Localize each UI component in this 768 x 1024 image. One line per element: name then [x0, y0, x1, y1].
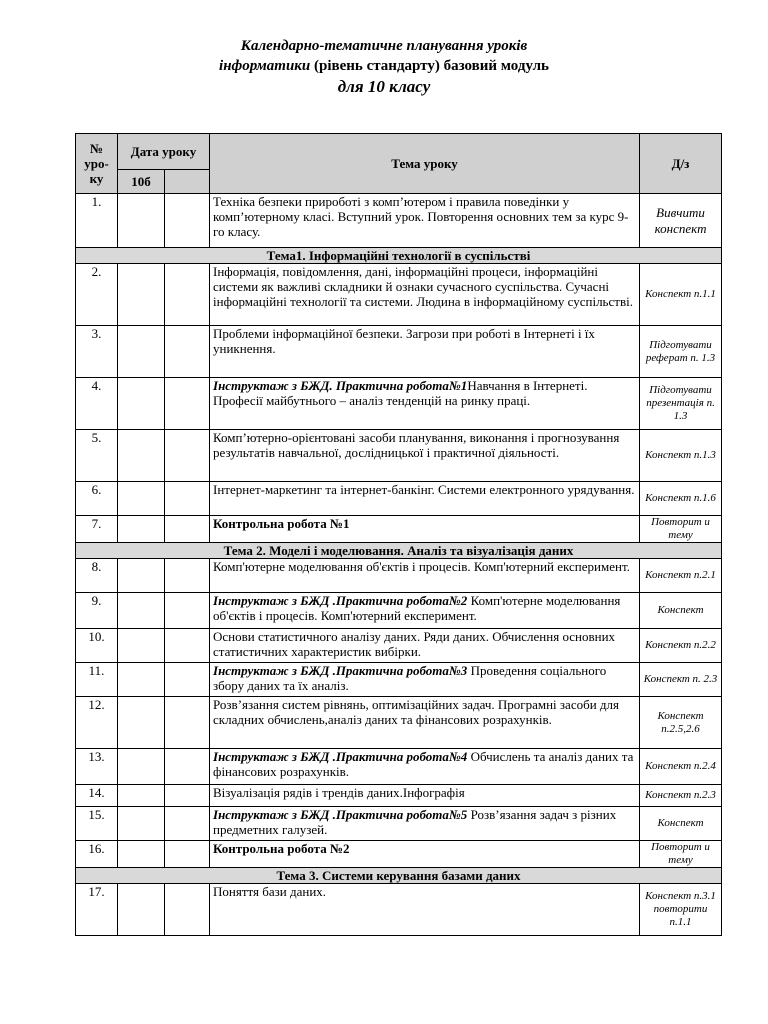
practical-work-label: Інструктаж з БЖД .Практична робота№3 — [213, 663, 468, 678]
table-row — [76, 697, 722, 749]
practical-work-label: Інструктаж з БЖД .Практична робота№2 — [213, 593, 468, 608]
lesson-number: 4. — [76, 378, 118, 430]
date-cell — [165, 749, 210, 785]
topic-text: Проведення соціального збору даних та їх аналіз. — [213, 663, 607, 693]
date-cell — [165, 378, 210, 430]
date-cell — [118, 749, 165, 785]
topic-text: Поняття бази даних. — [213, 884, 327, 899]
document-title — [0, 36, 768, 98]
title-line-3: для 10 класу — [337, 77, 431, 96]
lesson-topic — [210, 378, 640, 430]
table-row — [76, 629, 722, 663]
header-date-empty — [165, 170, 210, 194]
homework: Конспект — [640, 807, 722, 841]
homework: Конспект п.2.2 — [640, 629, 722, 663]
topic-text: Проблеми інформаційної безпеки. Загрози при роботі в Інтернеті і їх уникнення. — [213, 326, 595, 356]
practical-work-label: Інструктаж з БЖД .Практична робота№5 — [213, 807, 468, 822]
lesson-topic — [210, 482, 640, 516]
date-cell — [165, 559, 210, 593]
lesson-topic — [210, 884, 640, 936]
topic-text: Інтернет-маркетинг та інтернет-банкінг. Системи електронного урядування. — [213, 482, 635, 497]
date-cell — [165, 264, 210, 326]
lesson-number: 7. — [76, 516, 118, 543]
lesson-number: 6. — [76, 482, 118, 516]
lesson-topic — [210, 593, 640, 629]
section-title: Тема 2. Моделі і моделювання. Аналіз та візуалізація даних — [76, 543, 722, 559]
lesson-plan-table — [75, 133, 722, 936]
homework: Повторит и тему — [640, 841, 722, 868]
date-cell — [118, 264, 165, 326]
lesson-number: 1. — [76, 194, 118, 248]
date-cell — [118, 430, 165, 482]
practical-work-label: Інструктаж з БЖД. Практична робота№1 — [213, 378, 468, 393]
topic-text: Навчання в Інтернеті. Професії майбутнього – аналіз тенденцій на ринку праці. — [213, 378, 588, 408]
lesson-number: 14. — [76, 785, 118, 807]
header-date: Дата уроку — [118, 134, 210, 170]
lesson-number: 13. — [76, 749, 118, 785]
date-cell — [118, 593, 165, 629]
date-cell — [118, 663, 165, 697]
date-cell — [165, 430, 210, 482]
test-label: Контрольна робота №2 — [213, 841, 350, 856]
homework: Конспект п.1.3 — [640, 430, 722, 482]
date-cell — [118, 378, 165, 430]
date-cell — [165, 697, 210, 749]
date-cell — [118, 326, 165, 378]
homework: Конспект п.2.1 — [640, 559, 722, 593]
table-row — [76, 194, 722, 248]
lesson-number: 16. — [76, 841, 118, 868]
practical-work-label: Інструктаж з БЖД .Практична робота№4 — [213, 749, 468, 764]
header-date-class: 10б — [118, 170, 165, 194]
lesson-number: 2. — [76, 264, 118, 326]
lesson-number: 12. — [76, 697, 118, 749]
topic-text: Комп’ютерно-орієнтовані засоби планування, виконання і прогнозування результатів навчальної, дослідницької і практичної діяльності. — [213, 430, 620, 460]
homework: Підготувати презентація п. 1.3 — [640, 378, 722, 430]
table-row — [76, 559, 722, 593]
lesson-topic — [210, 264, 640, 326]
lesson-topic — [210, 663, 640, 697]
homework: Підготувати реферат п. 1.3 — [640, 326, 722, 378]
header-num: № уро-ку — [76, 134, 118, 194]
date-cell — [118, 884, 165, 936]
date-cell — [118, 559, 165, 593]
lesson-topic — [210, 749, 640, 785]
topic-text: Інформація, повідомлення, дані, інформаційні процеси, інформаційні системи як важливі складники й ознаки сучасного суспільства. Сучасні інформаційні технології та системи. Людина в інформаційному суспільстві. — [213, 264, 633, 309]
topic-text: Основи статистичного аналізу даних. Ряди даних. Обчислення основних статистичних характеристик вибірки. — [213, 629, 616, 659]
lesson-topic — [210, 841, 640, 868]
date-cell — [118, 697, 165, 749]
section-title: Тема 3. Системи керування базами даних — [76, 868, 722, 884]
lesson-topic — [210, 326, 640, 378]
topic-text: Техніка безпеки приробoті з комп’ютером і правила поведінки у комп’ютерному класі. Вступний урок. Повторення основних тем за курс 9-го класу. — [213, 194, 629, 239]
table-row — [76, 884, 722, 936]
table-row — [76, 326, 722, 378]
table-row — [76, 841, 722, 868]
homework: Конспект п.3.1 повторити п.1.1 — [640, 884, 722, 936]
table-row — [76, 807, 722, 841]
date-cell — [118, 516, 165, 543]
lesson-number: 8. — [76, 559, 118, 593]
header-hw: Д/з — [640, 134, 722, 194]
section-row — [76, 868, 722, 884]
lesson-number: 10. — [76, 629, 118, 663]
homework: Конспект п.2.4 — [640, 749, 722, 785]
lesson-topic — [210, 785, 640, 807]
homework: Конспект п.1.6 — [640, 482, 722, 516]
header-topic: Тема уроку — [210, 134, 640, 194]
lesson-topic — [210, 430, 640, 482]
lesson-topic — [210, 697, 640, 749]
table-row — [76, 516, 722, 543]
date-cell — [118, 841, 165, 868]
date-cell — [165, 663, 210, 697]
lesson-number: 5. — [76, 430, 118, 482]
lesson-topic — [210, 194, 640, 248]
lesson-topic — [210, 807, 640, 841]
title-line-1: Календарно-тематичне планування уроків — [240, 38, 528, 54]
lesson-number: 11. — [76, 663, 118, 697]
date-cell — [165, 884, 210, 936]
date-cell — [165, 194, 210, 248]
homework: Конспект п.1.1 — [640, 264, 722, 326]
date-cell — [165, 593, 210, 629]
table-row — [76, 749, 722, 785]
topic-text: Комп'ютерне моделювання об'єктів і процесів. Комп'ютерний експеримент. — [213, 593, 621, 623]
date-cell — [165, 785, 210, 807]
date-cell — [165, 841, 210, 868]
lesson-number: 3. — [76, 326, 118, 378]
table-row — [76, 378, 722, 430]
lesson-number: 15. — [76, 807, 118, 841]
topic-text: Обчислень та аналіз даних та фінансових розрахунків. — [213, 749, 634, 779]
homework: Вивчити конспект — [640, 194, 722, 248]
lesson-topic — [210, 629, 640, 663]
homework: Повторит и тему — [640, 516, 722, 543]
homework: Конспект п. 2.3 — [640, 663, 722, 697]
table-row — [76, 593, 722, 629]
table-row — [76, 264, 722, 326]
section-title: Тема1. Інформаційні технології в суспільстві — [76, 248, 722, 264]
table-row — [76, 663, 722, 697]
table-body — [76, 194, 722, 936]
date-cell — [118, 785, 165, 807]
section-row — [76, 543, 722, 559]
table-row — [76, 482, 722, 516]
title-line-2: інформатики (рівень стандарту) базовий модуль — [219, 58, 549, 74]
topic-text: Розв’язання систем рівнянь, оптимізаційних задач. Програмні засоби для складних обчислень,аналіз даних та фінансових розрахунків. — [213, 697, 619, 727]
topic-text: Розв’язання задач з різних предметних галузей. — [213, 807, 617, 837]
date-cell — [118, 807, 165, 841]
date-cell — [118, 194, 165, 248]
lesson-topic — [210, 516, 640, 543]
section-row — [76, 248, 722, 264]
date-cell — [118, 629, 165, 663]
topic-text: Візуалізація рядів і трендів даних.Інфографія — [213, 785, 465, 800]
date-cell — [165, 326, 210, 378]
homework: Конспект п.2.3 — [640, 785, 722, 807]
date-cell — [165, 807, 210, 841]
lesson-number: 9. — [76, 593, 118, 629]
date-cell — [165, 516, 210, 543]
date-cell — [165, 482, 210, 516]
homework: Конспект — [640, 593, 722, 629]
lesson-topic — [210, 559, 640, 593]
table-row — [76, 430, 722, 482]
date-cell — [165, 629, 210, 663]
test-label: Контрольна робота №1 — [213, 516, 350, 531]
lesson-number: 17. — [76, 884, 118, 936]
table-row — [76, 785, 722, 807]
topic-text: Комп'ютерне моделювання об'єктів і процесів. Комп'ютерний експеримент. — [213, 559, 630, 574]
date-cell — [118, 482, 165, 516]
homework: Конспект п.2.5,2.6 — [640, 697, 722, 749]
